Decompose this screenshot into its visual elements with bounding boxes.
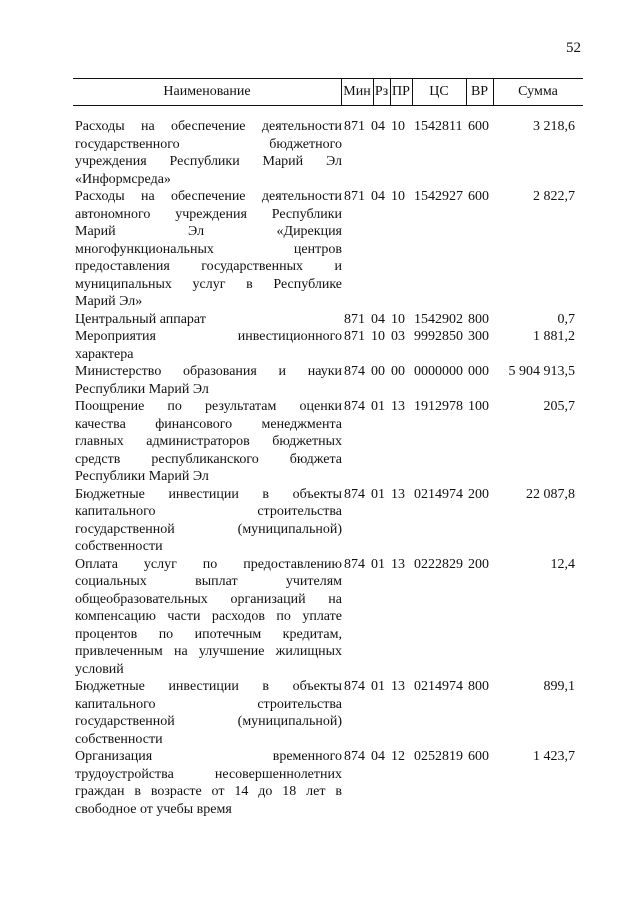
row-pr: 13 [391,486,405,502]
row-min: 874 [344,556,365,572]
row-name-line: государственного бюджетного [75,136,342,152]
row-sum: 5 904 913,5 [508,364,575,379]
row-pr: 00 [391,364,405,379]
row-name-line: Оплата услуг по предоставлению [75,556,342,572]
row-name-line: Расходы на обеспечение деятельности [75,189,342,204]
row-pr: 12 [391,749,405,764]
header-top-rule [73,78,583,79]
row-min: 874 [344,679,365,694]
row-min: 871 [344,189,365,204]
row-rz: 01 [371,556,385,572]
row-name [75,328,342,363]
row-name-line: предоставления государственных и [75,259,342,274]
row-name-line: Мероприятия инвестиционного [75,329,342,344]
row-cs: 1542811 [414,119,463,134]
row-min: 871 [344,119,365,134]
row-vr: 600 [468,749,489,764]
row-rz: 04 [371,749,385,764]
header-name: Наименование [163,84,251,99]
row-pr: 10 [391,311,405,327]
row-name-line: Министерство образования и науки [75,364,342,379]
row-name-line: характера [75,346,134,362]
row-name [75,188,342,311]
row-cs: 1912978 [414,399,463,414]
row-pr: 10 [391,119,405,134]
row-name-line: свободное от учебы время [75,801,232,817]
row-name-line: Марий Эл» [75,294,143,309]
row-vr: 200 [468,486,489,502]
row-name-line: учреждения Республики Марий Эл [75,154,342,169]
row-sum: 205,7 [543,399,575,414]
row-name-line: Марий Эл «Дирекция [75,224,342,239]
row-name-line: автономного учреждения Республики [75,206,342,222]
row-min: 874 [344,364,365,379]
header-cs: ЦС [429,84,449,99]
row-name-line: многофункциональных центров [75,241,342,257]
row-vr: 200 [468,556,489,572]
row-pr: 10 [391,189,405,204]
header-vr: ВР [470,84,489,99]
row-rz: 04 [371,119,385,134]
row-min: 874 [344,749,365,764]
row-name-line: Поощрение по результатам оценки [75,399,342,414]
row-name [75,556,342,679]
row-rz: 04 [371,311,385,327]
row-rz: 04 [371,189,385,204]
row-name-line: привлеченным на улучшение жилищных [75,644,342,659]
row-name-line: государственной (муниципальной) [75,521,342,537]
row-cs: 9992850 [414,329,463,344]
row-sum: 22 087,8 [526,486,575,502]
row-name-line: «Информсреда» [75,171,171,187]
header-bottom-rule [73,105,583,106]
row-name [75,398,342,486]
row-rz: 00 [371,364,385,379]
row-name-line: трудоустройства несовершеннолетних [75,766,342,782]
row-vr: 800 [468,679,489,694]
row-pr: 13 [391,399,405,414]
row-cs: 0222829 [414,556,463,572]
row-min: 871 [344,311,365,327]
row-vr: 600 [468,189,489,204]
row-cs: 0214974 [414,679,463,694]
row-vr: 000 [468,364,489,379]
row-name [75,311,342,329]
row-name-line: собственности [75,539,163,554]
row-vr: 800 [468,311,489,327]
row-min: 874 [344,486,365,502]
row-cs: 0214974 [414,486,463,502]
row-sum: 3 218,6 [533,119,575,134]
row-min: 874 [344,399,365,414]
row-cs: 0000000 [414,364,463,379]
row-name-line: Бюджетные инвестиции в объекты [75,679,342,694]
row-name-line: компенсацию части расходов по уплате [75,609,342,624]
row-name [75,748,342,818]
row-name-line: Центральный аппарат [75,311,206,327]
row-name-line: качества финансового менеджмента [75,416,342,432]
row-rz: 01 [371,486,385,502]
row-name-line: государственной (муниципальной) [75,714,342,729]
row-name-line: муниципальных услуг в Республике [75,276,342,292]
row-name-line: общеобразовательных организаций на [75,591,342,607]
row-pr: 13 [391,679,405,694]
row-name-line: условий [75,661,124,677]
row-name [75,678,342,748]
row-sum: 2 822,7 [533,189,575,204]
row-rz: 01 [371,679,385,694]
row-sum: 1 881,2 [533,329,575,344]
row-min: 871 [344,329,365,344]
row-name-line: Расходы на обеспечение деятельности [75,119,342,134]
row-name-line: Бюджетные инвестиции в объекты [75,486,342,502]
row-name-line: Организация временного [75,749,342,764]
row-sum: 0,7 [557,311,575,327]
row-pr: 03 [391,329,405,344]
row-name-line: средств республиканского бюджета [75,451,342,467]
header-pr: ПР [392,84,410,99]
row-cs: 1542902 [414,311,463,327]
row-name-line: Республики Марий Эл [75,381,209,397]
row-cs: 1542927 [414,189,463,204]
header-rz: Рз [374,84,389,99]
row-sum: 1 423,7 [533,749,575,764]
row-name-line: капитального строительства [75,696,342,712]
row-name-line: Республики Марий Эл [75,469,209,484]
row-name-line: главных администраторов бюджетных [75,434,342,449]
row-name-line: процентов по ипотечным кредитам, [75,626,342,642]
row-name [75,486,342,556]
row-sum: 12,4 [550,556,575,572]
row-sum: 899,1 [543,679,575,694]
row-vr: 300 [468,329,489,344]
row-name [75,363,342,398]
row-name-line: граждан в возрасте от 14 до 18 лет в [75,784,342,799]
header-min: Мин [343,84,371,99]
row-rz: 10 [371,329,385,344]
row-vr: 600 [468,119,489,134]
page-number: 52 [566,40,581,56]
row-cs: 0252819 [414,749,463,764]
header-sum: Сумма [518,84,558,99]
row-name [75,118,342,188]
row-rz: 01 [371,399,385,414]
row-pr: 13 [391,556,405,572]
row-name-line: капитального строительства [75,504,342,519]
row-name-line: социальных выплат учителям [75,574,342,589]
row-name-line: собственности [75,731,163,747]
row-vr: 100 [468,399,489,414]
